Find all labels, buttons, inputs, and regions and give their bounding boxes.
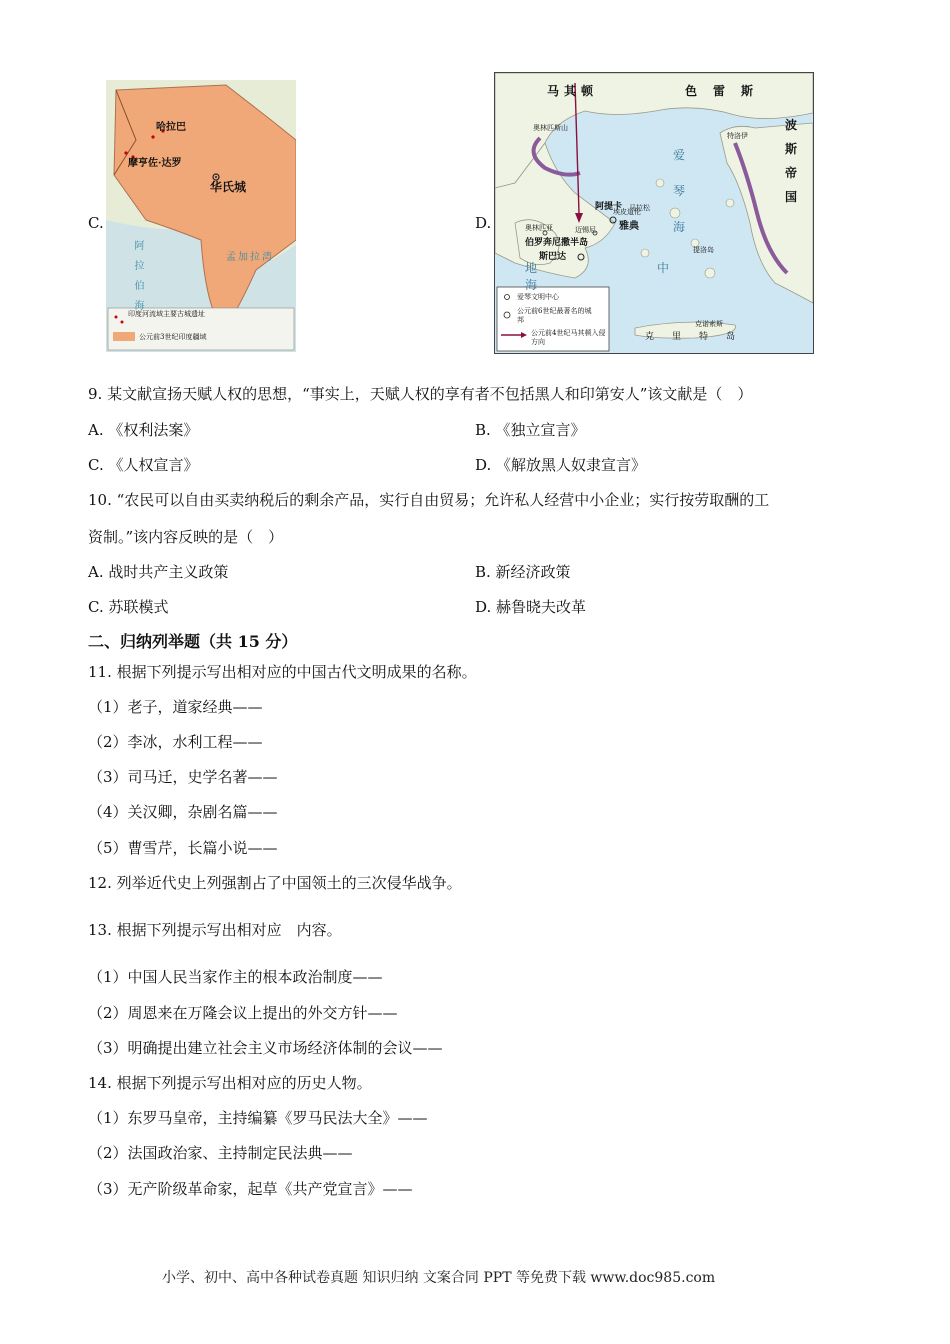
q14-item-2: （2）法国政治家、主持制定民法典——	[88, 1144, 353, 1162]
q13-item-3: （3）明确提出建立社会主义市场经济体制的会议——	[88, 1039, 443, 1057]
troy-label: 特洛伊	[727, 132, 748, 140]
q10-stem-line1: 10. “农民可以自由买卖纳税后的剩余产品，实行自由贸易；允许私人经营中小企业；实行按劳取酬的工	[88, 491, 770, 509]
bay-of-bengal-label: 孟加拉湾	[226, 252, 274, 263]
legend-aegean-center: 爱琴文明中心	[517, 293, 559, 301]
olympia-label: 奥林匹亚	[525, 224, 553, 232]
q9-option-b: B. 《独立宣言》	[475, 421, 586, 439]
q14-item-1: （1）东罗马皇帝，主持编纂《罗马民法大全》——	[88, 1109, 428, 1127]
q9-stem: 9. 某文献宣扬天赋人权的思想，“事实上，天赋人权的享有者不包括黑人和印第安人”该文献是（ ）	[88, 385, 753, 403]
arabian-sea-label: 阿拉伯海	[132, 240, 143, 320]
huashi-city-label: 华氏城	[210, 180, 247, 194]
q11-item-5: （5）曹雪芹，长篇小说——	[88, 839, 278, 857]
q10-option-b: B. 新经济政策	[475, 563, 571, 581]
q9-option-d: D. 《解放黑人奴隶宣言》	[475, 456, 647, 474]
india-map	[106, 80, 296, 352]
crete-label: 克里特岛	[645, 332, 754, 342]
q13-item-1: （1）中国人民当家作主的根本政治制度——	[88, 968, 383, 986]
mohenjo-daro-label: 摩亨佐·达罗	[128, 158, 182, 169]
legend-cities: 印度河流域主要古城遗址	[128, 310, 205, 318]
q9-option-c: C. 《人权宣言》	[88, 456, 199, 474]
q11-item-1: （1）老子，道家经典——	[88, 698, 263, 716]
sparta-label: 斯巴达	[539, 252, 567, 262]
attica-label: 阿提卡	[595, 202, 623, 212]
harappa-label: 哈拉巴	[156, 122, 186, 133]
q12-stem: 12. 列举近代史上列强割占了中国领土的三次侵华战争。	[88, 874, 462, 892]
legend-territory: 公元前3世纪印度疆域	[139, 333, 207, 341]
q11-item-2: （2）李冰，水利工程——	[88, 733, 263, 751]
marathon-label: 马拉松	[629, 204, 650, 212]
q13-item-2: （2）周恩来在万隆会议上提出的外交方针——	[88, 1004, 398, 1022]
q9-option-a: A. 《权利法案》	[88, 421, 199, 439]
aegean-sea-label: 爱琴海	[673, 148, 686, 234]
legend-famous-polis: 公元前6世纪最著名的城邦	[517, 307, 592, 324]
q13-stem: 13. 根据下列提示写出相对应 内容。	[88, 921, 342, 939]
section-2-heading: 二、归纳列举题（共 15 分）	[88, 632, 298, 651]
peloponnese-label: 伯罗奔尼撒半岛	[525, 238, 589, 248]
q10-option-d: D. 赫鲁晓夫改革	[475, 598, 587, 616]
mycenae-label: 迈锡尼	[575, 226, 596, 234]
aegean-map	[494, 72, 814, 354]
q14-stem: 14. 根据下列提示写出相对应的历史人物。	[88, 1074, 372, 1092]
epidaurus-label: 埃皮道伦	[613, 208, 641, 216]
q10-option-c: C. 苏联模式	[88, 598, 169, 616]
option-c-label: C.	[88, 214, 104, 232]
q11-item-4: （4）关汉卿，杂剧名篇——	[88, 803, 278, 821]
q11-item-3: （3）司马迁，史学名著——	[88, 768, 278, 786]
q14-item-3: （3）无产阶级革命家，起草《共产党宣言》——	[88, 1180, 413, 1198]
delos-label: 提洛岛	[693, 246, 714, 254]
olympus-label: 奥林匹斯山	[533, 124, 568, 132]
q10-option-a: A. 战时共产主义政策	[88, 563, 229, 581]
q10-stem-line2: 资制。”该内容反映的是（ ）	[88, 528, 284, 546]
thrace-label: 色雷斯	[685, 84, 770, 98]
persia-label: 波斯帝国	[785, 118, 798, 204]
option-d-label: D.	[475, 214, 492, 232]
page-footer: 小学、初中、高中各种试卷真题 知识归纳 文案合同 PPT 等免费下载 www.doc985.com	[162, 1270, 716, 1286]
knossos-label: 克诺索斯	[695, 320, 723, 328]
mediterranean-label: 地中海	[525, 261, 790, 292]
legend-macedonia-invasion: 公元前4世纪马其顿入侵方向	[531, 329, 606, 346]
macedonia-label: 马其顿	[547, 84, 599, 98]
athens-label: 雅典	[619, 221, 639, 232]
q11-stem: 11. 根据下列提示写出相对应的中国古代文明成果的名称。	[88, 663, 477, 681]
